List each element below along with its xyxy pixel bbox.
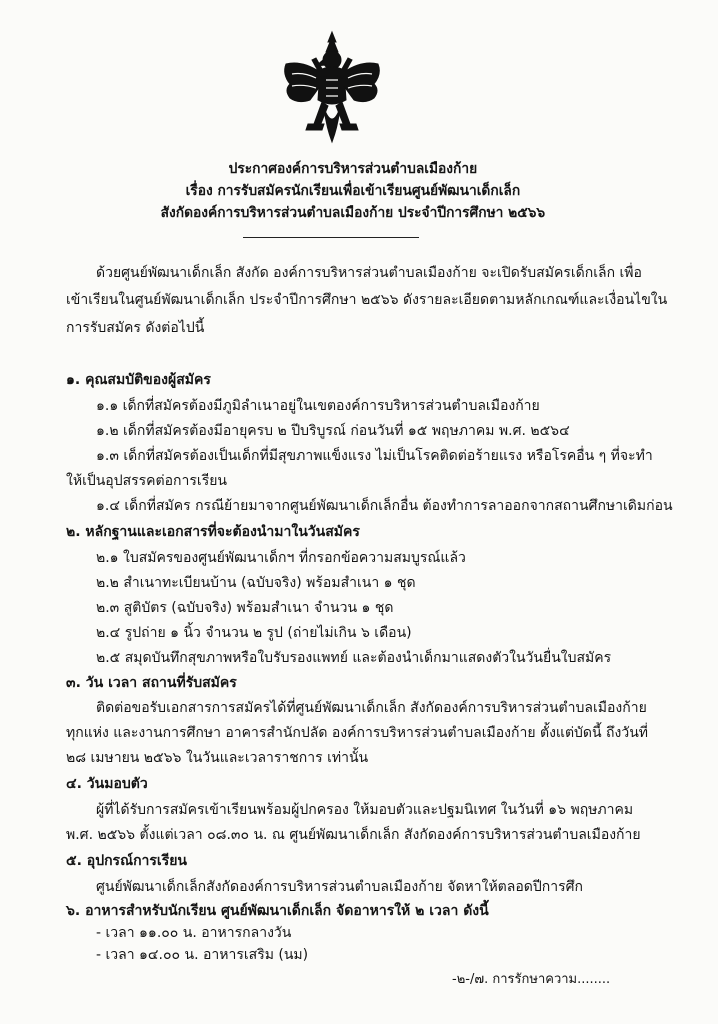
section-3-line-1: ติดต่อขอรับเอกสารการสมัครได้ที่ศูนย์พัฒนาเด็กเล็ก สังกัดองค์การบริหารส่วนตำบลเมืองก้าย (96, 700, 647, 716)
section-5-line-1: ศูนย์พัฒนาเด็กเล็กสังกัดองค์การบริหารส่วนตำบลเมืองก้าย จัดหาให้ตลอดปีการศึก (96, 879, 583, 895)
intro-line-2: เข้าเรียนในศูนย์พัฒนาเด็กเล็ก ประจำปีการศึกษา ๒๕๖๖ ดังรายละเอียดตามหลักเกณฑ์และเงื่อนไขใน (66, 292, 668, 308)
intro-line-1: ด้วยศูนย์พัฒนาเด็กเล็ก สังกัด องค์การบริหารส่วนตำบลเมืองก้าย จะเปิดรับสมัครเด็กเล็ก เพื่อ (96, 265, 642, 281)
announcement-subject: เรื่อง การรับสมัครนักเรียนเพื่อเข้าเรียนศูนย์พัฒนาเด็กเล็ก (185, 183, 521, 199)
section-1-item-3: ๑.๓ เด็กที่สมัครต้องเป็นเด็กที่มีสุขภาพแข็งแรง ไม่เป็นโรคติดต่อร้ายแรง หรือโรคอื่น ๆ ที่จะทำ (96, 448, 653, 464)
section-4-title: ๔. วันมอบตัว (66, 776, 148, 792)
intro-line-3: การรับสมัคร ดังต่อไปนี้ (66, 320, 205, 336)
section-2-item-5: ๒.๕ สมุดบันทึกสุขภาพหรือใบรับรองแพทย์ และต้องนำเด็กมาแสดงตัวในวันยื่นใบสมัคร (96, 650, 612, 666)
announcement-title: ประกาศองค์การบริหารส่วนตำบลเมืองก้าย (228, 161, 478, 177)
section-2-item-1: ๒.๑ ใบสมัครของศูนย์พัฒนาเด็กฯ ที่กรอกข้อความสมบูรณ์แล้ว (96, 550, 466, 566)
section-4-line-2: พ.ศ. ๒๕๖๖ ตั้งแต่เวลา ๐๘.๓๐ น. ณ ศูนย์พัฒนาเด็กเล็ก สังกัดองค์การบริหารส่วนตำบลเมืองก้าย (66, 827, 641, 843)
section-1-item-1: ๑.๑ เด็กที่สมัครต้องมีภูมิลำเนาอยู่ในเขตองค์การบริหารส่วนตำบลเมืองก้าย (96, 398, 540, 414)
page-continuation: -๒-/๗. การรักษาความ........ (452, 972, 611, 987)
section-6-line-2: - เวลา ๑๔.๐๐ น. อาหารเสริม (นม) (96, 947, 309, 963)
garuda-emblem-icon (276, 30, 388, 148)
section-6-line-1: - เวลา ๑๑.๐๐ น. อาหารกลางวัน (96, 925, 292, 941)
section-3-line-2: ทุกแห่ง และงานการศึกษา อาคารสำนักปลัด องค์การบริหารส่วนตำบลเมืองก้าย ตั้งแต่บัดนี้ ถึงวันที่ (66, 725, 649, 741)
section-2-item-3: ๒.๓ สูติบัตร (ฉบับจริง) พร้อมสำเนา จำนวน ๑ ชุด (96, 600, 394, 616)
section-3-line-3: ๒๘ เมษายน ๒๕๖๖ ในวันและเวลาราชการ เท่านั้น (66, 750, 369, 766)
announcement-affiliation: สังกัดองค์การบริหารส่วนตำบลเมืองก้าย ประจำปีการศึกษา ๒๕๖๖ (160, 205, 546, 221)
section-2-title: ๒. หลักฐานและเอกสารที่จะต้องนำมาในวันสมัคร (66, 524, 360, 540)
header-divider (243, 237, 419, 238)
section-1-title: ๑. คุณสมบัติของผู้สมัคร (66, 372, 211, 388)
section-1-item-4: ๑.๔ เด็กที่สมัคร กรณีย้ายมาจากศูนย์พัฒนาเด็กเล็กอื่น ต้องทำการลาออกจากสถานศึกษาเดิมก่อน (96, 498, 673, 514)
section-3-title: ๓. วัน เวลา สถานที่รับสมัคร (66, 675, 237, 691)
section-2-item-4: ๒.๔ รูปถ่าย ๑ นิ้ว จำนวน ๒ รูป (ถ่ายไม่เกิน ๖ เดือน) (96, 625, 412, 641)
section-1-item-3-cont: ให้เป็นอุปสรรคต่อการเรียน (66, 473, 227, 489)
section-5-title: ๕. อุปกรณ์การเรียน (66, 853, 188, 869)
section-1-item-2: ๑.๒ เด็กที่สมัครต้องมีอายุครบ ๒ ปีบริบูรณ์ ก่อนวันที่ ๑๕ พฤษภาคม พ.ศ. ๒๕๖๔ (96, 423, 570, 439)
section-4-line-1: ผู้ที่ได้รับการสมัครเข้าเรียนพร้อมผู้ปกครอง ให้มอบตัวและปฐมนิเทศ ในวันที่ ๑๖ พฤษภาคม (96, 802, 634, 818)
section-2-item-2: ๒.๒ สำเนาทะเบียนบ้าน (ฉบับจริง) พร้อมสำเนา ๑ ชุด (96, 575, 416, 591)
section-6-title: ๖. อาหารสำหรับนักเรียน ศูนย์พัฒนาเด็กเล็ก จัดอาหารให้ ๒ เวลา ดังนี้ (66, 903, 489, 919)
